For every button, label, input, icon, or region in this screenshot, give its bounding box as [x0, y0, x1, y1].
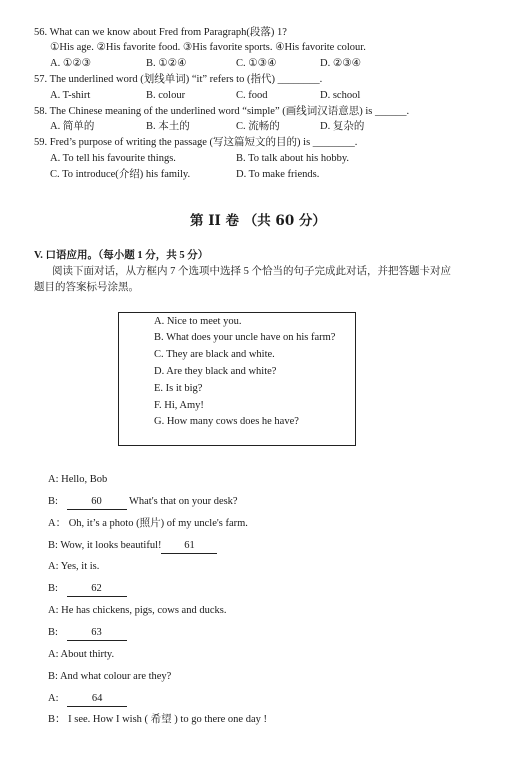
question-stem: The Chinese meaning of the underlined word “simple” (画线词汉语意思) is ______.: [49, 106, 410, 117]
speaker: A:: [48, 561, 59, 572]
utterance: What's that on your desk?: [126, 496, 238, 507]
speaker: B:: [48, 540, 58, 551]
option-a: A. T-shirt: [50, 90, 91, 101]
dialogue-line: [48, 627, 127, 641]
speaker: B:: [48, 627, 58, 638]
choice-a: A. Nice to meet you.: [154, 316, 242, 327]
speaker: A:: [48, 605, 59, 616]
question-59: [34, 137, 357, 150]
question-56-items: ①His age. ②His favorite food. ③His favorite sports. ④His favorite colour.: [50, 42, 366, 53]
choice-d: D. Are they black and white?: [154, 366, 277, 377]
dialogue-line: [48, 496, 238, 510]
utterance: And what colour are they?: [59, 671, 172, 682]
speaker: B:: [48, 583, 58, 594]
question-57-options: [50, 90, 490, 104]
choice-f: F. Hi, Amy!: [154, 400, 204, 411]
option-c: C. 流畅的: [236, 121, 280, 132]
speaker: B：: [48, 714, 66, 725]
question-number: 57.: [34, 74, 48, 85]
utterance: Oh, it’s a photo (照片) of my uncle's farm.: [68, 518, 248, 529]
dialogue-line: [48, 540, 217, 554]
question-58-options: [50, 121, 490, 135]
option-c: C. ①③④: [236, 58, 277, 69]
question-stem: The underlined word (划线单词) “it” refers to (指代) ________.: [49, 74, 323, 85]
question-58: [34, 106, 409, 119]
speaker: A：: [48, 518, 67, 529]
speaker: A:: [48, 474, 59, 485]
speaker: B:: [48, 671, 58, 682]
option-c: C. To introduce(介绍) his family.: [50, 169, 191, 180]
choice-e: E. Is it big?: [154, 383, 203, 394]
instruction-line-1: 阅读下面对话，从方框内 7 个选项中选择 5 个恰当的句子完成此对话，并把答题卡对应: [52, 266, 451, 277]
dialogue-line: [48, 671, 171, 684]
question-number: 56.: [34, 27, 48, 38]
question-number: 59.: [34, 137, 48, 148]
speaker: A:: [48, 649, 59, 660]
question-number: 58.: [34, 106, 48, 117]
option-b: B. 本土的: [146, 121, 190, 132]
option-b: B. ①②④: [146, 58, 187, 69]
question-stem: What can we know about Fred from Paragraph(段落) 1?: [49, 27, 287, 38]
utterance: Wow, it looks beautiful!: [60, 540, 162, 551]
question-59-options-row2: [50, 169, 490, 183]
utterance: I see. How I wish ( 希望 ) to go there one day !: [68, 714, 268, 725]
option-b: B. To talk about his hobby.: [236, 153, 350, 164]
option-a: A. ①②③: [50, 58, 92, 69]
part-heading: V. 口语应用。（每小题 1 分，共 5 分）: [34, 250, 209, 261]
question-57: [34, 74, 322, 87]
speaker: B:: [48, 496, 58, 507]
section-title: 第 II 卷 （共 60 分）: [190, 213, 326, 229]
question-59-options-row1: [50, 153, 490, 167]
option-d: D. 复杂的: [320, 121, 365, 132]
utterance: He has chickens, pigs, cows and ducks.: [61, 605, 227, 616]
question-56-options: [50, 58, 490, 72]
answer-blank-61: 61: [161, 540, 217, 554]
dialogue-line: [48, 714, 267, 727]
dialogue-line: [48, 693, 127, 707]
dialogue-line: [48, 583, 127, 597]
utterance: Hello, Bob: [61, 474, 108, 485]
option-b: B. colour: [146, 90, 186, 101]
option-a: A. 简单的: [50, 121, 95, 132]
answer-blank-60: 60: [67, 496, 127, 510]
choice-g: G. How many cows does he have?: [154, 416, 299, 427]
dialogue-line: [48, 518, 248, 531]
option-d: D. To make friends.: [236, 169, 320, 180]
answer-blank-64: 64: [67, 693, 127, 707]
option-a: A. To tell his favourite things.: [50, 153, 176, 164]
choice-c: C. They are black and white.: [154, 349, 275, 360]
dialogue-line: [48, 561, 99, 574]
dialogue-line: [48, 649, 114, 662]
option-c: C. food: [236, 90, 268, 101]
utterance: About thirty.: [60, 649, 115, 660]
answer-blank-62: 62: [67, 583, 127, 597]
speaker: A:: [48, 693, 59, 704]
dialogue-line: [48, 474, 107, 487]
question-56: [34, 27, 287, 40]
dialogue-line: [48, 605, 226, 618]
choices-box: [118, 312, 356, 446]
option-d: D. school: [320, 90, 361, 101]
option-d: D. ②③④: [320, 58, 362, 69]
question-stem: Fred’s purpose of writing the passage (写这篇短文的目的) is ________.: [49, 137, 358, 148]
utterance: Yes, it is.: [60, 561, 100, 572]
instruction-line-2: 题目的答案标号涂黑。: [34, 282, 139, 293]
answer-blank-63: 63: [67, 627, 127, 641]
choice-b: B. What does your uncle have on his farm?: [154, 332, 336, 343]
